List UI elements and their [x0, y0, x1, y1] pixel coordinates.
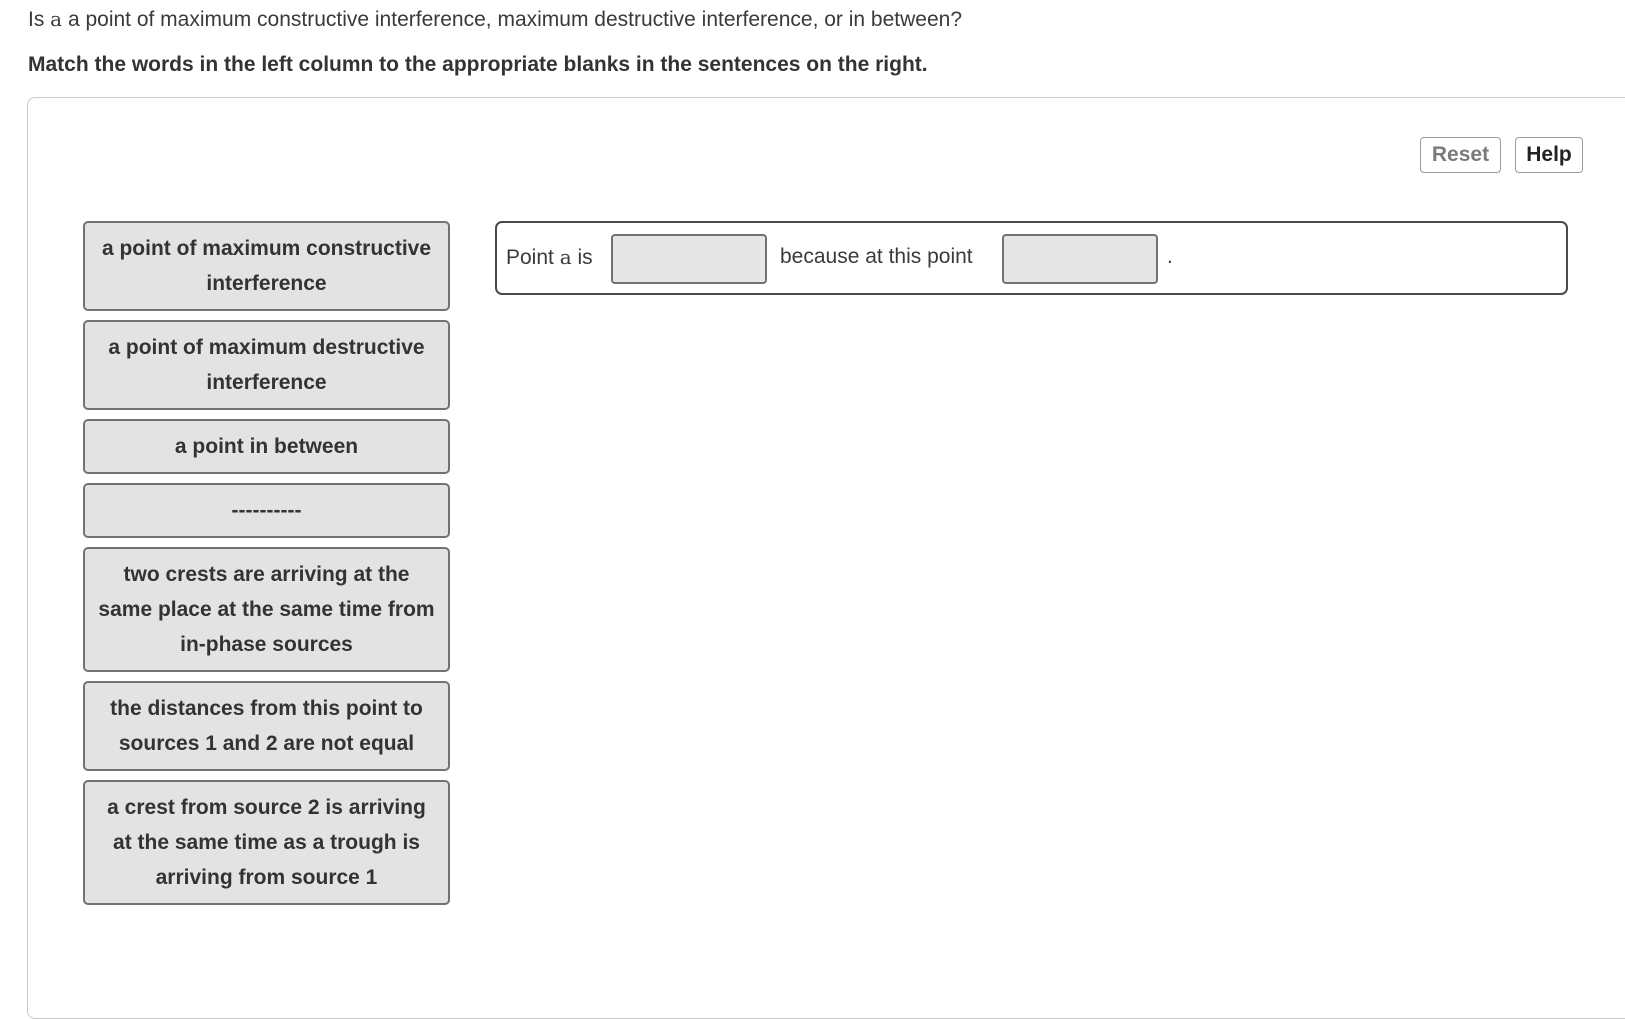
sentence-part1-suffix: is — [571, 246, 593, 269]
question-variable: a — [50, 7, 63, 31]
tile-crest-and-trough[interactable]: a crest from source 2 is arriving at the same time as a trough is arriving from source 1 — [83, 780, 450, 905]
tile-in-between[interactable]: a point in between — [83, 419, 450, 474]
sentence-part1-prefix: Point — [506, 246, 560, 269]
tile-dashes[interactable]: ---------- — [83, 483, 450, 538]
tile-two-crests[interactable]: two crests are arriving at the same place at the same time from in-phase sources — [83, 547, 450, 672]
sentence-box — [495, 221, 1568, 295]
tile-max-constructive[interactable]: a point of maximum constructive interference — [83, 221, 450, 311]
tile-max-destructive[interactable]: a point of maximum destructive interference — [83, 320, 450, 410]
sentence-variable: a — [559, 245, 572, 269]
help-button[interactable]: Help — [1515, 137, 1583, 173]
reset-button[interactable]: Reset — [1420, 137, 1501, 173]
question-prefix: Is — [28, 8, 51, 31]
tile-distances-not-equal[interactable]: the distances from this point to sources 1 and 2 are not equal — [83, 681, 450, 771]
sentence-end: . — [1167, 245, 1173, 268]
question-rest: a point of maximum constructive interference, maximum destructive interference, or in between? — [62, 8, 963, 31]
question-text — [28, 7, 962, 32]
drop-blank-1[interactable] — [611, 234, 767, 284]
sentence-part1 — [506, 245, 593, 270]
sentence-part2: because at this point — [780, 245, 973, 268]
instructions-text: Match the words in the left column to the appropriate blanks in the sentences on the right. — [28, 53, 928, 76]
answer-tiles-column — [83, 221, 450, 914]
drop-blank-2[interactable] — [1002, 234, 1158, 284]
